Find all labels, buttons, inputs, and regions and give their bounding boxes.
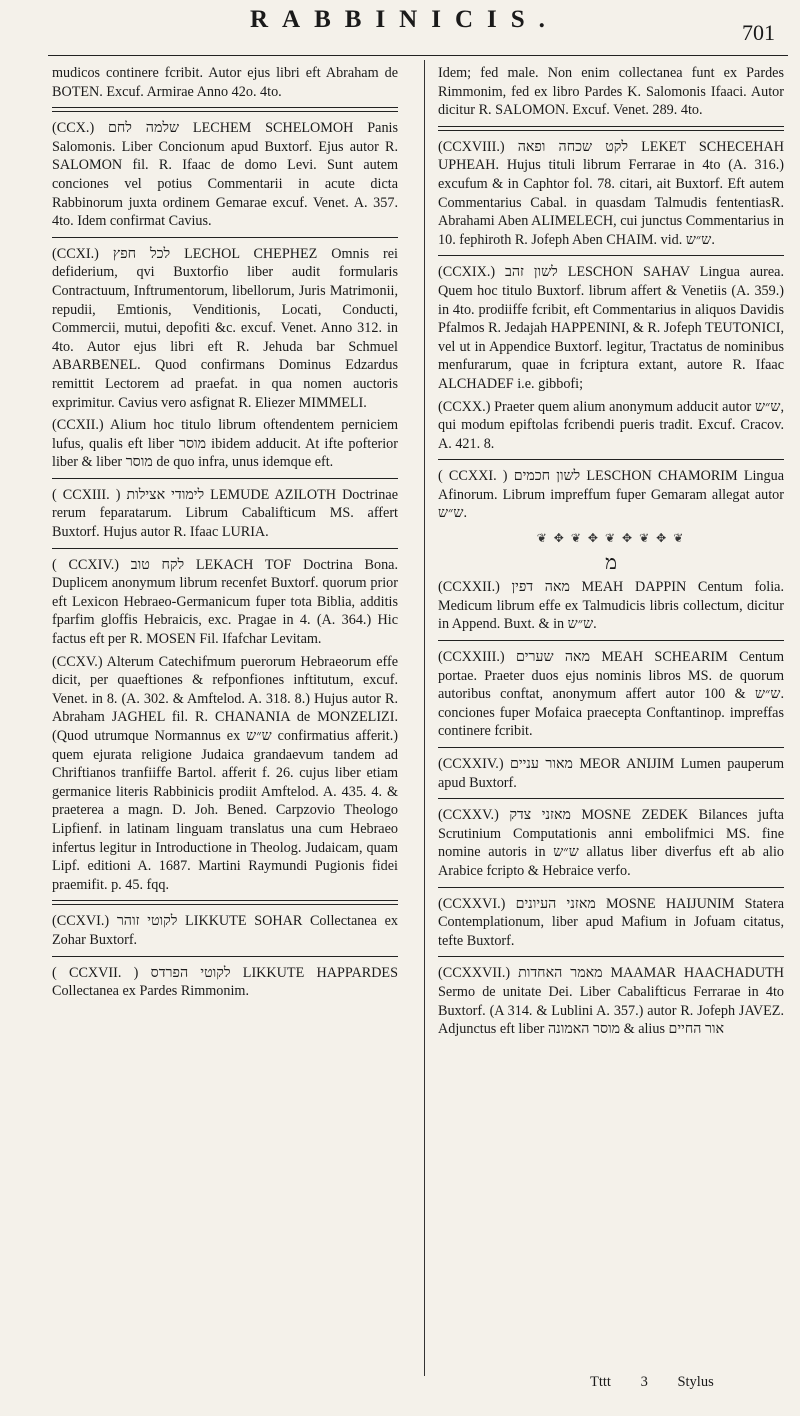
separator-rule	[438, 126, 784, 131]
section-letter: מ	[605, 551, 617, 574]
separator-rule	[438, 798, 784, 799]
entry-text: (CCXV.) Alterum Catechifmum puerorum Hebraeorum effe dicit, per quaeftiones & refponfiones inftitutum, excuf. Venet. in 8. (A. 302. & Amftelod. A. 318. 8.) Hujus autor R. Abraham JAGHEL fil. R. CHANANIA de MONZELIZI. (Quod utrumque Normannus ex ש״ש confirmatius afferit.) quem ejurata religione Judaica grandaevum tandem ad Chriftianos tranfiiffe Bartol. afferit f. 26. cujus liber etiam germanice literis Rabbinicis prodiit Amftelod. A. 435. 4. & praeterea a magn. D. Joh. Bened. Carpzovio Theologo Lipfienf. in latinam linguam translatus una cum Hebraeo infertus legitur in Introductione in Theolog. Judaicam, quam Lipf. editioni A. 1687. Martini Raymundi Pugionis fidei praemifit. p. 45. fqq.	[52, 653, 399, 893]
page-header	[0, 0, 800, 60]
separator-rule	[52, 237, 398, 238]
entry-text: (CCXXVI.) מאזני העיונים MOSNE HAIJUNIM Statera Contemplationum, liber apud Mafium in Jofuam citatus, tefte Buxtorf.	[438, 895, 784, 949]
entry-continuation	[52, 64, 398, 101]
entry-ccxi	[52, 245, 398, 412]
entry-text: (CCXIX.) לשון זהב LESCHON SAHAV Lingua aurea. Quem hoc titulo Buxtorf. librum affert & Venetiis (A. 359.) in 4to. prodiiffe fcribit, eft Commentarius in aliquos Davidis Pfalmos R. Jedajah HAPPENINI, & R. Jofeph TEUTONICI, vel ut in Appendice Buxtorf. legitur, Tractatus de nominibus menfurarum, quae in fcriptura extant, autore R. Ifaac ALCHADEF i.e. gibbofi;	[438, 264, 785, 392]
entry-text: ( CCXXI. ) לשון חכמים LESCHON CHAMORIM Lingua Afinorum. Librum impreffum fuper Gemaram allegat autor ש״ש.	[438, 468, 785, 522]
entry-text: (CCXX.) Praeter quem alium anonymum adducit autor ש״ש, qui modum epiftolas fcribendi pueris tradit. Excuf. Cracov. A. 421. 8.	[438, 398, 784, 452]
separator-rule	[438, 887, 784, 888]
separator-rule	[438, 640, 784, 641]
page-number: 701	[742, 20, 775, 45]
left-column	[52, 64, 398, 1005]
separator-rule	[438, 459, 784, 460]
entry-text: (CCXI.) לכל חפץ LECHOL CHEPHEZ Omnis rei defiderium, qvi Buxtorfio liber audit formularis Contractuum, Inftrumentorum, libellorum, Juris Matrimonii, repudii, Emtionis, Venditionis, Locati, Conducti, Commercii, mutui, depofiti &c. excuf. Venet. Anno 312. in 4to. Autor ejus libri eft R. Jehuda bar Schmuel ABARBENEL. Quod confirmans Dominus Edzardus remittit Lectorem ad praefat. in qua nomen auctoris exprimitur. Cavius vero asfignat R. Eliezer MIMMELI.	[52, 245, 398, 411]
entry-ccxxiv	[438, 755, 784, 792]
entry-text: (CCXXII.) מאה דפין MEAH DAPPIN Centum folia. Medicum librum effe ex Talmudicis libris collectum, dicitur in Append. Buxt. & in ש״ש.	[438, 579, 784, 633]
entry-ccxv	[52, 653, 398, 895]
entry-ccxxv	[438, 806, 784, 880]
entry-text: (CCXXIII.) מאה שערים MEAH SCHEARIM Centum portae. Praeter duos ejus nominis libros MS. de quorum autoribus conftat, anonymum affert autor ש״ש & 100. conciones fuper Mofaica praecepta Conftantinop. impreffas continere fcribit.	[438, 649, 785, 740]
entry-text: (CCXXV.) מאזני צדק MOSNE ZEDEK Bilances jufta Scrutinium Computationis anni embolifmici MS. fine nomine autoris in ש״ש allatus liber diverfus eft ab alio Arabice fcripto & Hebraice verfo.	[438, 807, 784, 879]
separator-rule	[52, 956, 398, 957]
entry-ccxx	[438, 398, 784, 454]
separator-rule	[438, 255, 784, 256]
entry-text: ( CCXVII. ) לקוטי הפרדס LIKKUTE HAPPARDES Collectanea ex Pardes Rimmonim.	[52, 964, 398, 1000]
entry-ccxii	[52, 416, 398, 472]
separator-rule	[52, 900, 398, 905]
entry-text: ( CCXIII. ) לימודי אצילות LEMUDE AZILOTH Doctrinae rerum feparatarum. Librum Cabalifticum MS. affert Buxtorf. Hujus autor R. Ifaac LURIA.	[52, 486, 398, 541]
entry-text: (CCXVIII.) לקט שכחה ופאה LEKET SCHECEHAH UPHEAH. Hujus tituli librum Ferrarae in 4to (A. 316.) excufum & in Caphtor fol. 78. citari, ait Buxtorf. Eft autem Commentarius Cabal. in quasdam Talmudis fententiasR. Abrahami Aben ALIMELECH, cui junctus Commentarius in 10. fephiroth R. Jofeph Aben CHAIM. vid. ש״ש.	[438, 138, 784, 248]
right-column	[438, 64, 784, 1043]
separator-rule	[52, 478, 398, 479]
catchword-signature: Tttt 3 Stylus	[590, 1374, 714, 1390]
ornament-band: ❦ ✥ ❦ ✥ ❦ ✥ ❦ ✥ ❦	[536, 531, 686, 546]
entry-ccxxvi	[438, 895, 784, 951]
header-rule	[48, 55, 788, 56]
entry-ccxvii	[52, 964, 398, 1001]
separator-rule	[52, 107, 398, 112]
entry-ccxix	[438, 263, 784, 393]
entry-ccxxvii	[438, 964, 784, 1038]
separator-rule	[52, 548, 398, 549]
entry-ccxxi	[438, 467, 784, 523]
running-title: RABBINICIS.	[250, 6, 559, 33]
entry-text: Idem; fed male. Non enim collectanea funt ex Pardes Rimmonim, fed ex libro Pardes K. Salomonis Ifaaci. Autor dicitur R. SALOMON. Excuf. Venet. 289. 4to.	[438, 65, 784, 119]
entry-ccxxiii	[438, 648, 784, 741]
entry-text: (CCXXIV.) מאור עניים MEOR ANIJIM Lumen pauperum apud Buxtorf.	[438, 756, 784, 791]
entry-continuation	[438, 64, 784, 120]
entry-ccxxii	[438, 578, 784, 634]
separator-rule	[438, 956, 784, 957]
entry-ccxvi	[52, 912, 398, 949]
entry-text: (CCX.) שלמה לחם LECHEM SCHELOMOH Panis Salomonis. Liber Concionum apud Buxtorf. Ejus autor R. SALOMON fil. R. Ifaac de domo Levi. Sunt autem conciones vel potius Commentarii in acute dicta Rabbinorum juxta ordinem Gemarae excuf. Venet. A. 357. 4to. Idem confirmat Cavius.	[52, 120, 399, 230]
entry-ccxiii	[52, 486, 398, 542]
entry-ccxiv	[52, 556, 398, 649]
column-divider	[424, 60, 425, 1376]
entry-ccxviii	[438, 138, 784, 250]
separator-rule	[438, 747, 784, 748]
entry-text: mudicos continere fcribit. Autor ejus libri eft Abraham de BOTEN. Excuf. Armirae Anno 42o. 4to.	[52, 65, 398, 100]
entry-text: (CCXXVII.) מאמר האחדות MAAMAR HAACHADUTH Sermo de unitate Dei. Liber Cabalifticus Ferrarae in 4to Buxtorf. (A 314. & Lublini A. 357.) autor R. Jofeph JAVEZ. Adjunctus eft liber מוסר האמונה & alius אור החיים	[438, 965, 784, 1038]
entry-text: ( CCXIV.) לקח טוב LEKACH TOF Doctrina Bona. Duplicem anonymum librum recenfet Buxtorf. quorum prior eft Lexicon Hebraeo-Germanicum fuper tota Biblia, additis fparfim gloffis Hebraicis, exc. Pragae in 4. (A. 364.) Hic factus eft per R. MOSEN Fil. Ifafchar Levitam.	[52, 556, 399, 648]
entry-text: (CCXVI.) לקוטי זוהר LIKKUTE SOHAR Collectanea ex Zohar Buxtorf.	[52, 913, 398, 948]
entry-text: (CCXII.) Alium hoc titulo librum oftendentem perniciem lufus, qualis eft liber מוסר ibidem adducit. At ifte pofterior liber & liber מוסר de quo infra, unus idemque eft.	[52, 417, 398, 471]
entry-ccx	[52, 119, 398, 231]
